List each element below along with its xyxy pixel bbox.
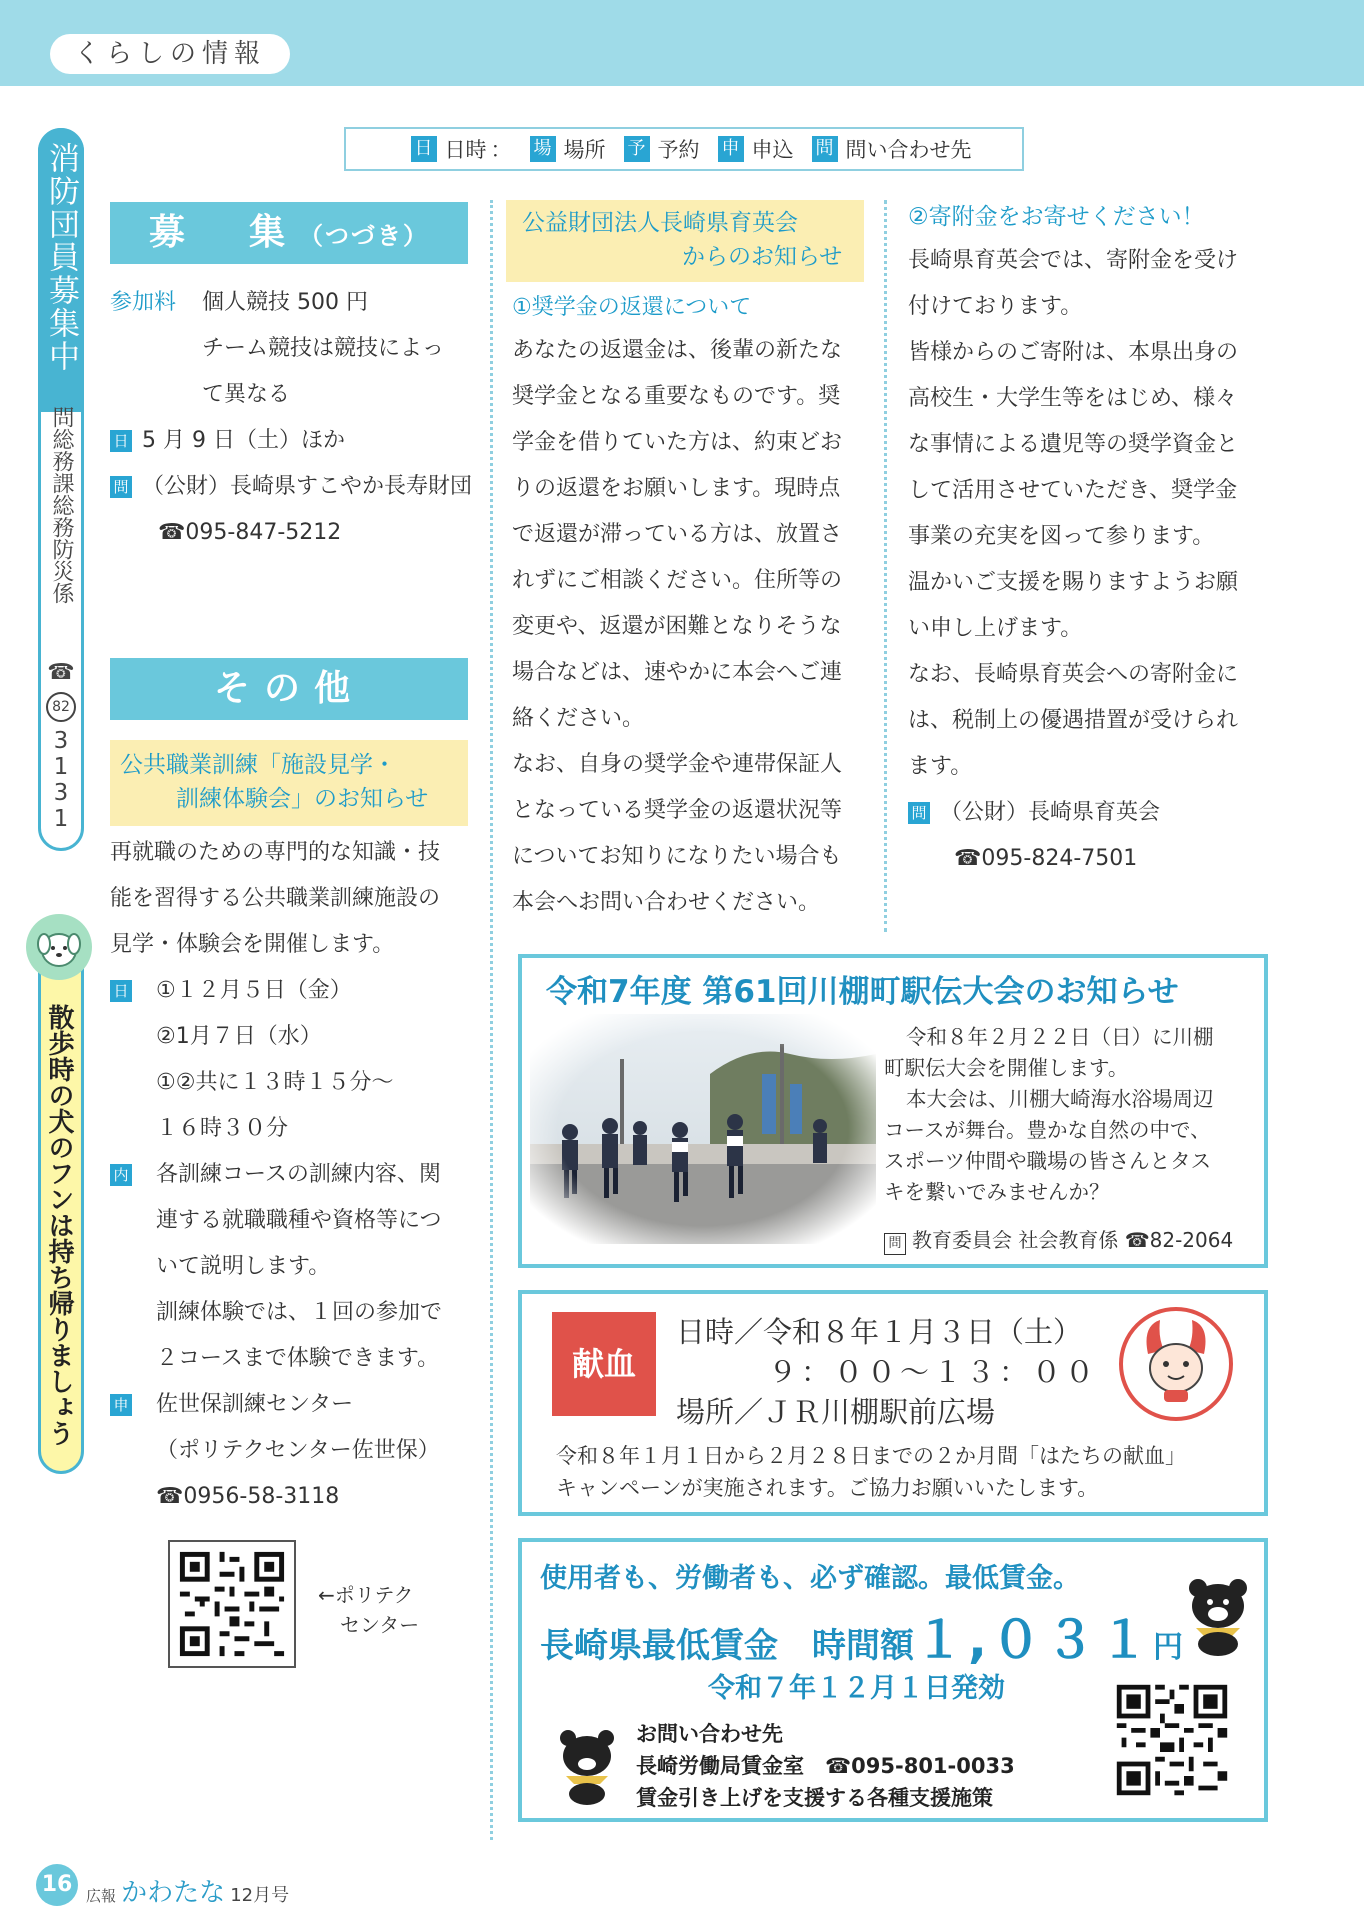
- donation-line: い申し上げます。: [908, 616, 1083, 641]
- legend-label: 予約: [657, 138, 700, 162]
- qr-caption: [318, 1580, 419, 1640]
- wage-amount: １,０３１: [914, 1611, 1153, 1669]
- wage-effective-date: 令和７年１２月１日発効: [708, 1673, 1005, 1704]
- blood-note-line: キャンペーンが実施されます。ご協力お願いいたします。: [556, 1476, 1099, 1500]
- blood-details: [676, 1312, 1098, 1432]
- training-subheading-line: 訓練体験会」のお知らせ: [176, 786, 429, 812]
- column-divider: [490, 200, 493, 1840]
- ekiden-title: 令和7年度 第61回川棚町駅伝大会のお知らせ: [546, 974, 1179, 1010]
- donation-line: 高校生・大学生等をはじめ、様々: [908, 386, 1238, 411]
- publication-title: かわたな: [121, 1878, 226, 1908]
- training-intro-line: 見学・体験会を開催します。: [110, 932, 395, 957]
- donation-line: なお、長崎県育英会への寄附金に: [908, 662, 1239, 687]
- training-date-line: ②1月７日（水）: [156, 1024, 322, 1049]
- donation-contact: （公財）長崎県育英会: [940, 800, 1161, 825]
- legend-key: 場: [530, 136, 556, 162]
- blood-note: [556, 1440, 1186, 1504]
- scholarship-line: あなたの返還金は、後輩の新たな: [512, 338, 843, 363]
- qr-caption-line: センター: [340, 1613, 420, 1637]
- recruit-phone: ☎095-847-5212: [158, 520, 342, 545]
- training-content-line: いて説明します。: [156, 1254, 331, 1279]
- wage-tagline: 使用者も、労働者も、必ず確認。最低賃金。: [540, 1563, 1080, 1594]
- blood-date: 日時／令和８年１月３日（土）: [676, 1315, 1083, 1349]
- training-apply-line: ☎0956-58-3118: [156, 1484, 340, 1509]
- bear-mascot-small-icon: [552, 1722, 622, 1806]
- legend-key: 問: [812, 136, 838, 162]
- blood-time: ９：００～１３：００: [768, 1355, 1099, 1389]
- qr-code-polytech[interactable]: [168, 1540, 296, 1668]
- section-title: くらしの情報: [50, 34, 290, 74]
- recruit-heading-text: 募 集: [148, 212, 299, 253]
- blood-mascot-icon: [1118, 1306, 1234, 1422]
- ekiden-body: [884, 1022, 1256, 1208]
- recruit-date: 5 月 9 日（土）ほか: [142, 428, 345, 453]
- fee-line: 個人競技 500 円: [202, 290, 368, 315]
- donation-line: 事業の充実を図って参ります。: [908, 524, 1215, 549]
- training-date-line: １６時３０分: [156, 1116, 289, 1141]
- blood-note-line: 令和８年１月１日から２月２８日までの２か月間「はたちの献血」: [556, 1444, 1186, 1468]
- scholarship-line: 本会へお問い合わせください。: [512, 890, 821, 915]
- area-code-circle: 82: [46, 692, 76, 722]
- legend-label: 場所: [563, 138, 606, 162]
- wage-contact-line: お問い合わせ先: [636, 1722, 783, 1746]
- dog-icon: [26, 914, 92, 980]
- recruit-contact: （公財）長崎県すこやか長寿財団: [142, 474, 473, 499]
- ekiden-line: キを繋いでみませんか？: [884, 1180, 1110, 1204]
- other-heading: その他: [110, 658, 468, 720]
- training-apply-line: （ポリテクセンター佐世保）: [156, 1438, 440, 1463]
- donation-line: 皆様からのご寄附は、本県出身の: [908, 340, 1239, 365]
- scholarship-subheading-line: 公益財団法人長崎県育英会: [522, 210, 798, 236]
- training-content-line: 各訓練コースの訓練内容、関: [156, 1162, 441, 1187]
- legend-key: 申: [718, 136, 744, 162]
- publication-name: [86, 1872, 289, 1909]
- blood-place: 場所／ＪＲ川棚駅前広場: [676, 1395, 996, 1429]
- wage-contact-line: 長崎労働局賃金室 ☎095-801-0033: [636, 1754, 1015, 1778]
- apply-key: 申: [110, 1394, 132, 1416]
- ekiden-contact: 教育委員会 社会教育係 ☎82-2064: [912, 1228, 1234, 1252]
- scholarship-line: で返還が滞っている方は、放置さ: [512, 522, 843, 547]
- training-subheading-line: 公共職業訓練「施設見学・: [120, 752, 396, 778]
- scholarship-repay-title: ①奨学金の返還について: [512, 295, 752, 320]
- firefighter-contact: 問総務課総務防災係: [49, 406, 74, 604]
- fee-label: 参加料: [110, 290, 177, 315]
- donation-phone: ☎095-824-7501: [954, 846, 1138, 871]
- scholarship-line: 学金を借りていた方は、約束どお: [512, 430, 843, 455]
- training-intro-line: 再就職のための専門的な知識・技: [110, 840, 441, 865]
- wage-contact: [636, 1718, 1015, 1814]
- ekiden-photo: [530, 1014, 876, 1244]
- donation-line: は、税制上の優遇措置が受けられ: [908, 708, 1239, 733]
- publication-small: 広報: [86, 1887, 117, 1905]
- firefighter-phone: 3131: [48, 728, 74, 832]
- fee-line: て異なる: [202, 382, 291, 407]
- wage-amount-label: 長崎県最低賃金 時間額: [540, 1626, 914, 1666]
- contact-key: 問: [110, 476, 132, 498]
- training-apply-line: 佐世保訓練センター: [156, 1392, 354, 1417]
- scholarship-line: についてお知りになりたい場合も: [512, 844, 842, 869]
- publication-issue: 12月号: [230, 1885, 290, 1906]
- training-subheading: [110, 740, 468, 826]
- donation-line: 付けております。: [908, 294, 1083, 319]
- wage-unit: 円: [1153, 1630, 1183, 1665]
- date-key: 日: [110, 430, 132, 452]
- page-number: 16: [36, 1864, 78, 1906]
- bear-mascot-icon: [1180, 1570, 1256, 1656]
- column-divider: [884, 200, 887, 932]
- donation-line: ます。: [908, 754, 973, 779]
- training-date-line: ①１２月５日（金）: [156, 978, 352, 1003]
- content-key: 内: [110, 1164, 132, 1186]
- donation-line: 温かいご支援を賜りますようお願: [908, 570, 1239, 595]
- legend: 日 日時 ： 場 場所 予 予約 申 申込 問 問い合わせ先: [344, 127, 1024, 171]
- donation-line: 長崎県育英会では、寄附金を受け: [908, 248, 1239, 273]
- training-content-line: 訓練体験では、１回の参加で: [156, 1300, 443, 1325]
- donation-title: ②寄附金をお寄せください！: [908, 204, 1205, 230]
- donation-line: して活用させていただき、奨学金: [908, 478, 1238, 503]
- ekiden-line: 本大会は、川棚大崎海水浴場周辺: [906, 1087, 1214, 1111]
- ekiden-line: 町駅伝大会を開催します。: [884, 1056, 1129, 1080]
- scholarship-line: 絡ください。: [512, 706, 645, 731]
- scholarship-line: なお、自身の奨学金や連帯保証人: [512, 752, 843, 777]
- ekiden-contact-row: [884, 1224, 1233, 1255]
- legend-label: 問い合わせ先: [845, 138, 972, 162]
- recruit-heading: [110, 202, 468, 264]
- legend-key: 日: [411, 136, 437, 162]
- training-date-line: ①②共に１３時１５分～: [156, 1070, 394, 1095]
- donation-line: な事情による遺児等の奨学資金と: [908, 432, 1239, 457]
- scholarship-line: 場合などは、速やかに本会へご連: [512, 660, 843, 685]
- legend-label: 申込: [751, 138, 794, 162]
- phone-icon: ☎: [47, 660, 75, 685]
- scholarship-subheading-line: からのお知らせ: [682, 244, 843, 270]
- qr-code-wage[interactable]: [1112, 1680, 1232, 1800]
- contact-key: 問: [884, 1233, 906, 1255]
- scholarship-line: 奨学金となる重要なものです。奨: [512, 384, 841, 409]
- scholarship-line: となっている奨学金の返還状況等: [512, 798, 843, 823]
- blood-label: 献血: [552, 1312, 656, 1416]
- recruit-heading-sub: （つづき）: [299, 222, 429, 250]
- ekiden-line: スポーツ仲間や職場の皆さんとタス: [884, 1149, 1212, 1173]
- training-content-line: ２コースまで体験できます。: [156, 1346, 440, 1371]
- scholarship-subheading: [506, 200, 864, 282]
- scholarship-line: 変更や、返還が困難となりそうな: [512, 614, 842, 639]
- ekiden-line: 令和８年２月２２日（日）に川棚: [906, 1025, 1214, 1049]
- training-content-line: 連する就職職種や資格等につ: [156, 1208, 442, 1233]
- wage-amount-row: [540, 1600, 1183, 1672]
- training-intro-line: 能を習得する公共職業訓練施設の: [110, 886, 441, 911]
- qr-caption-line: ←ポリテク: [318, 1583, 414, 1607]
- dog-notice-text: 散歩時の犬のフンは持ち帰りましょう: [44, 1004, 74, 1446]
- date-key: 日: [110, 980, 132, 1002]
- legend-label: 日時: [444, 138, 487, 162]
- wage-contact-line: 賃金引き上げを支援する各種支援施策: [636, 1786, 993, 1810]
- legend-key: 予: [624, 136, 650, 162]
- fee-line: チーム競技は競技によっ: [202, 336, 445, 361]
- scholarship-line: れずにご相談ください。住所等の: [512, 568, 843, 593]
- scholarship-line: りの返還をお願いします。現時点: [512, 476, 841, 501]
- ekiden-line: コースが舞台。豊かな自然の中で、: [884, 1118, 1211, 1142]
- firefighter-title: 消防団員募集中: [43, 142, 79, 373]
- contact-key: 問: [908, 802, 930, 824]
